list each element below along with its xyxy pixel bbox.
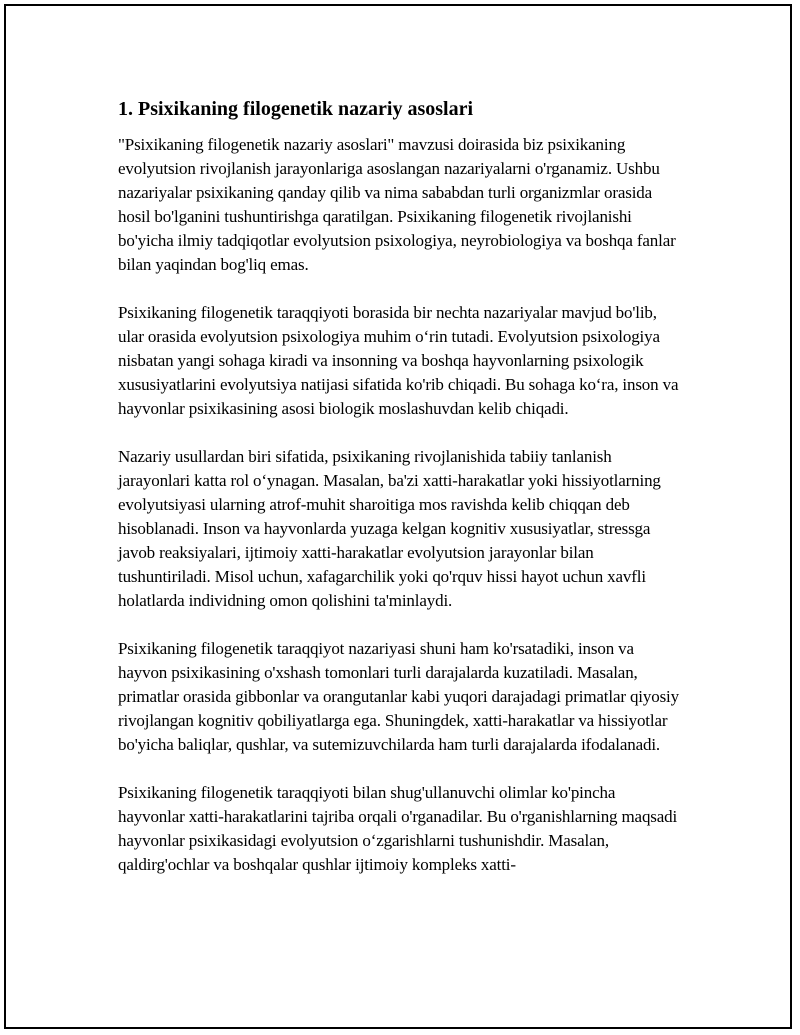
paragraph-4: Psixikaning filogenetik taraqqiyot nazariyasi shuni ham ko'rsatadiki, inson va hayvon psixikasining o'xshash tomonlari turli darajalarda kuzatiladi. Masalan, primatlar orasida gibbonlar va orangutanlar kabi yuqori darajadagi primatlar qiyosiy rivojlangan kognitiv qobiliyatlarga ega. Shuningdek, xatti-harakatlar va hissiyotlar bo'yicha baliqlar, qushlar, va sutemizuvchilarda ham turli darajalarda ifodalanadi. [118, 639, 679, 754]
paragraph-3: Nazariy usullardan biri sifatida, psixikaning rivojlanishida tabiiy tanlanish jarayonlari katta rol o‘ynagan. Masalan, ba'zi xatti-harakatlar yoki hissiyotlarning evolyutsiyasi ularning atrof-muhit sharoitiga mos ravishda kelib chiqqan deb hisoblanadi. Inson va hayvonlarda yuzaga kelgan kognitiv xususiyatlar, stressga javob reaksiyalari, ijtimoiy xatti-harakatlar evolyutsion jarayonlar bilan tushuntiriladi. Misol uchun, xafagarchilik yoki qo'rquv hissi hayot uchun xavfli holatlarda individning omon qolishini ta'minlaydi. [118, 447, 661, 610]
section-heading: 1. Psixikaning filogenetik nazariy asoslari [118, 98, 474, 120]
paragraph-1: "Psixikaning filogenetik nazariy asoslari" mavzusi doirasida biz psixikaning evolyutsion rivojlanish jarayonlariga asoslangan nazariyalarni o'rganamiz. Ushbu nazariyalar psixikaning qanday qilib va nima sababdan turli organizmlar orasida hosil bo'lganini tushuntirishga qaratilgan. Psixikaning filogenetik rivojlanishi bo'yicha ilmiy tadqiqotlar evolyutsion psixologiya, neyrobiologiya va boshqa fanlar bilan yaqindan bog'liq emas. [118, 135, 676, 274]
document-body [118, 96, 682, 901]
paragraph-2: Psixikaning filogenetik taraqqiyoti borasida bir nechta nazariyalar mavjud bo'lib, ular orasida evolyutsion psixologiya muhim o‘rin tutadi. Evolyutsion psixologiya nisbatan yangi sohaga kiradi va insonning va boshqa hayvonlarning psixologik xususiyatlarini evolyutsiya natijasi sifatida ko'rib chiqadi. Bu sohaga ko‘ra, inson va hayvonlar psixikasining asosi biologik moslashuvdan kelib chiqadi. [118, 303, 679, 418]
document-page [4, 4, 792, 1029]
paragraph-5: Psixikaning filogenetik taraqqiyoti bilan shug'ullanuvchi olimlar ko'pincha hayvonlar xatti-harakatlarini tajriba orqali o'rganadilar. Bu o'rganishlarning maqsadi hayvonlar psixikasidagi evolyutsion o‘zgarishlarni tushunishdir. Masalan, qaldirg'ochlar va boshqalar qushlar ijtimoiy kompleks xatti- [118, 783, 678, 874]
